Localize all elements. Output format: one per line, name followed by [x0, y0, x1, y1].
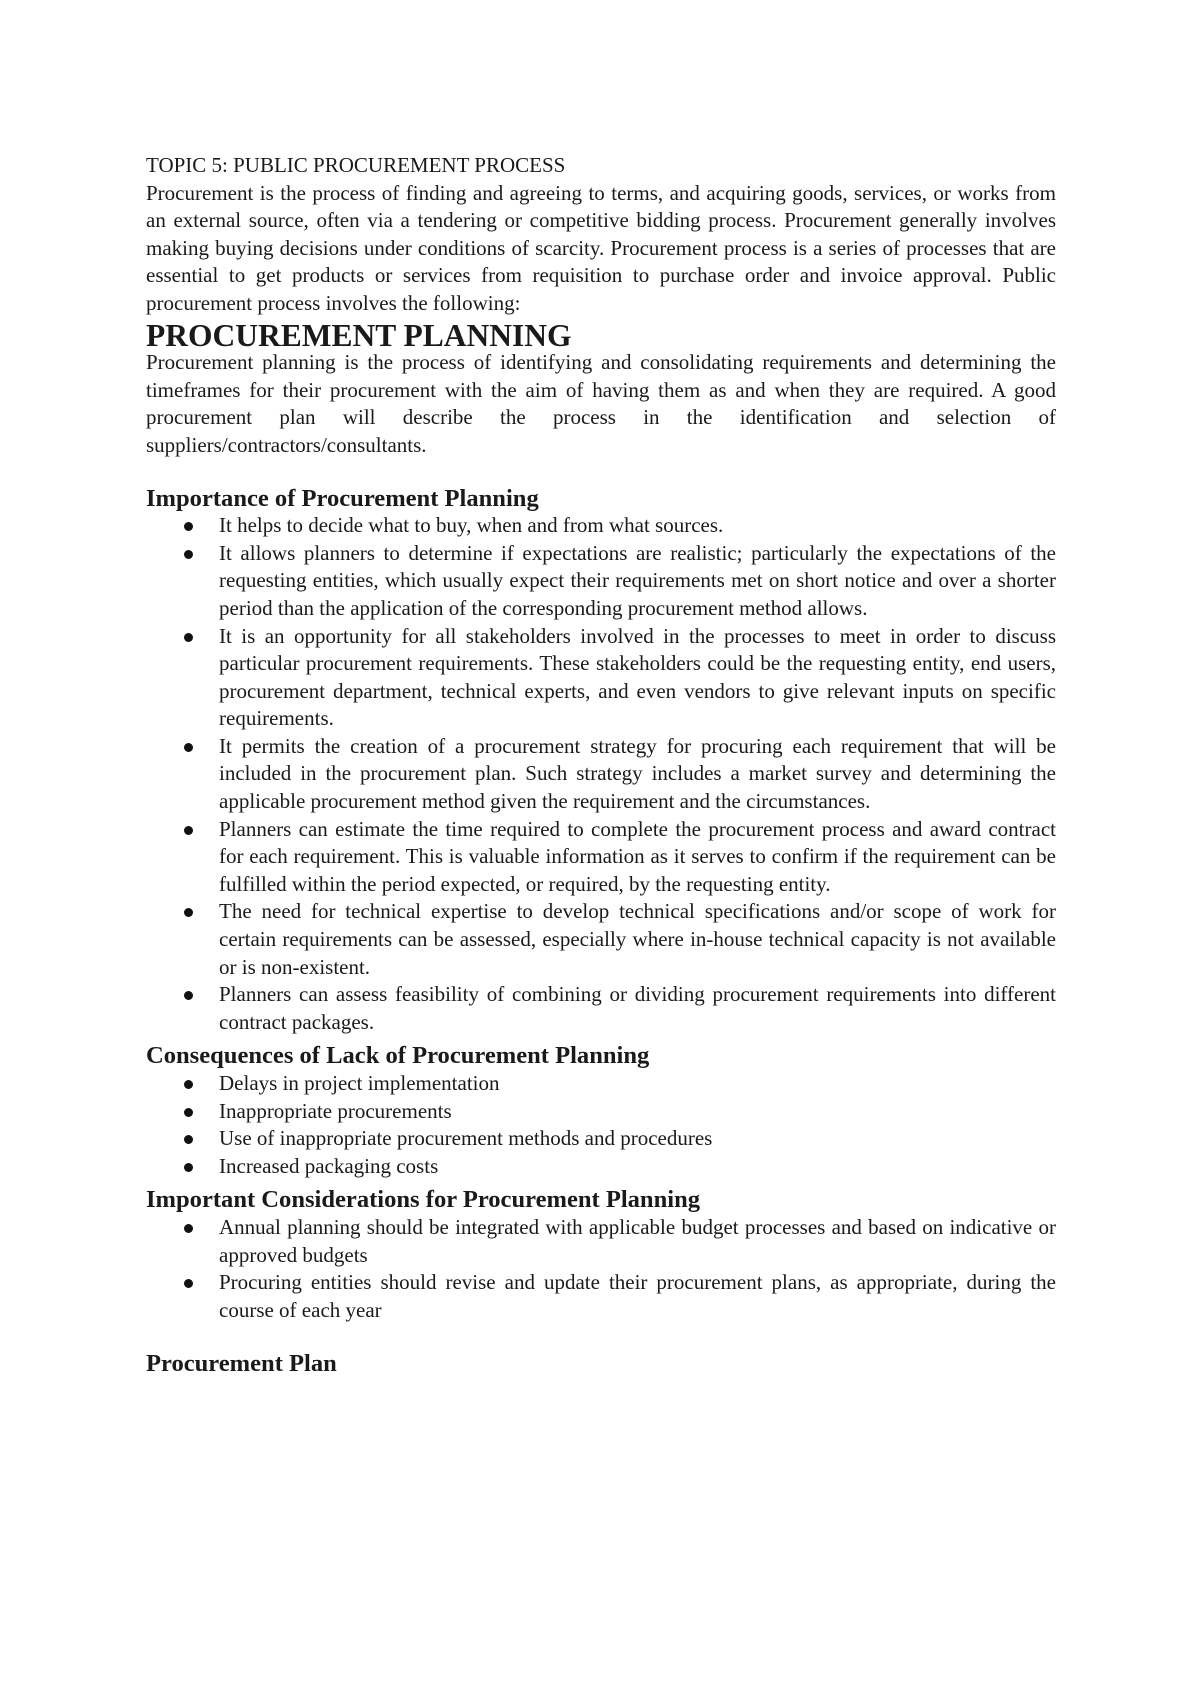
bullet-icon — [184, 1080, 193, 1089]
document-title: TOPIC 5: PUBLIC PROCUREMENT PROCESS — [146, 153, 566, 177]
considerations-list — [146, 1214, 1056, 1324]
consequences-heading: Consequences of Lack of Procurement Planning — [146, 1042, 650, 1070]
bullet-icon — [184, 550, 193, 559]
procurement-planning-heading: PROCUREMENT PLANNING — [146, 317, 572, 353]
bullet-icon — [184, 1224, 193, 1233]
bullet-icon — [184, 1108, 193, 1117]
procurement-planning-paragraph: Procurement planning is the process of identifying and consolidating requirements and determining the timeframes for their procurement with the aim of having them as and when they are required. A good procurement plan will describe the process in the identification and selection of suppliers/contractors/consultants. — [146, 350, 1056, 457]
list-item: Increased packaging costs — [146, 1153, 1056, 1181]
list-item: Planners can estimate the time required to complete the procurement process and award contract for each requirement. This is valuable information as it serves to confirm if the requirement can be fulfilled within the period expected, or required, by the requesting entity. — [146, 816, 1056, 899]
procurement-plan-heading: Procurement Plan — [146, 1350, 337, 1378]
bullet-icon — [184, 633, 193, 642]
document-page — [146, 152, 1056, 1378]
list-item: It permits the creation of a procurement strategy for procuring each requirement that will be included in the procurement plan. Such strategy includes a market survey and determining the applicable procurement method given the requirement and the circumstances. — [146, 733, 1056, 816]
list-item: Planners can assess feasibility of combining or dividing procurement requirements into different contract packages. — [146, 981, 1056, 1036]
bullet-icon — [184, 1163, 193, 1172]
importance-list — [146, 512, 1056, 1036]
list-item: Procuring entities should revise and update their procurement plans, as appropriate, during the course of each year — [146, 1269, 1056, 1324]
list-item: The need for technical expertise to develop technical specifications and/or scope of work for certain requirements can be assessed, especially where in-house technical capacity is not available or is non-existent. — [146, 898, 1056, 981]
intro-paragraph: Procurement is the process of finding and agreeing to terms, and acquiring goods, services, or works from an external source, often via a tendering or competitive bidding process. Procurement generally involves making buying decisions under conditions of scarcity. Procurement process is a series of processes that are essential to get products or services from requisition to purchase order and invoice approval. Public procurement process involves the following: — [146, 180, 1056, 315]
bullet-icon — [184, 522, 193, 531]
list-item: Delays in project implementation — [146, 1070, 1056, 1098]
list-item: It is an opportunity for all stakeholders involved in the processes to meet in order to discuss particular procurement requirements. These stakeholders could be the requesting entity, end users, procurement department, technical experts, and even vendors to give relevant inputs on specific requirements. — [146, 623, 1056, 733]
bullet-icon — [184, 826, 193, 835]
list-item: Annual planning should be integrated with applicable budget processes and based on indicative or approved budgets — [146, 1214, 1056, 1269]
list-item: Inappropriate procurements — [146, 1098, 1056, 1126]
bullet-icon — [184, 908, 193, 917]
consequences-list — [146, 1070, 1056, 1180]
list-item: Use of inappropriate procurement methods and procedures — [146, 1125, 1056, 1153]
bullet-icon — [184, 1279, 193, 1288]
bullet-icon — [184, 991, 193, 1000]
importance-heading: Importance of Procurement Planning — [146, 484, 539, 512]
considerations-heading: Important Considerations for Procurement Planning — [146, 1186, 701, 1214]
bullet-icon — [184, 1135, 193, 1144]
bullet-icon — [184, 743, 193, 752]
list-item: It helps to decide what to buy, when and from what sources. — [146, 512, 1056, 540]
list-item: It allows planners to determine if expectations are realistic; particularly the expectations of the requesting entities, which usually expect their requirements met on short notice and over a shorter period than the application of the corresponding procurement method allows. — [146, 540, 1056, 623]
